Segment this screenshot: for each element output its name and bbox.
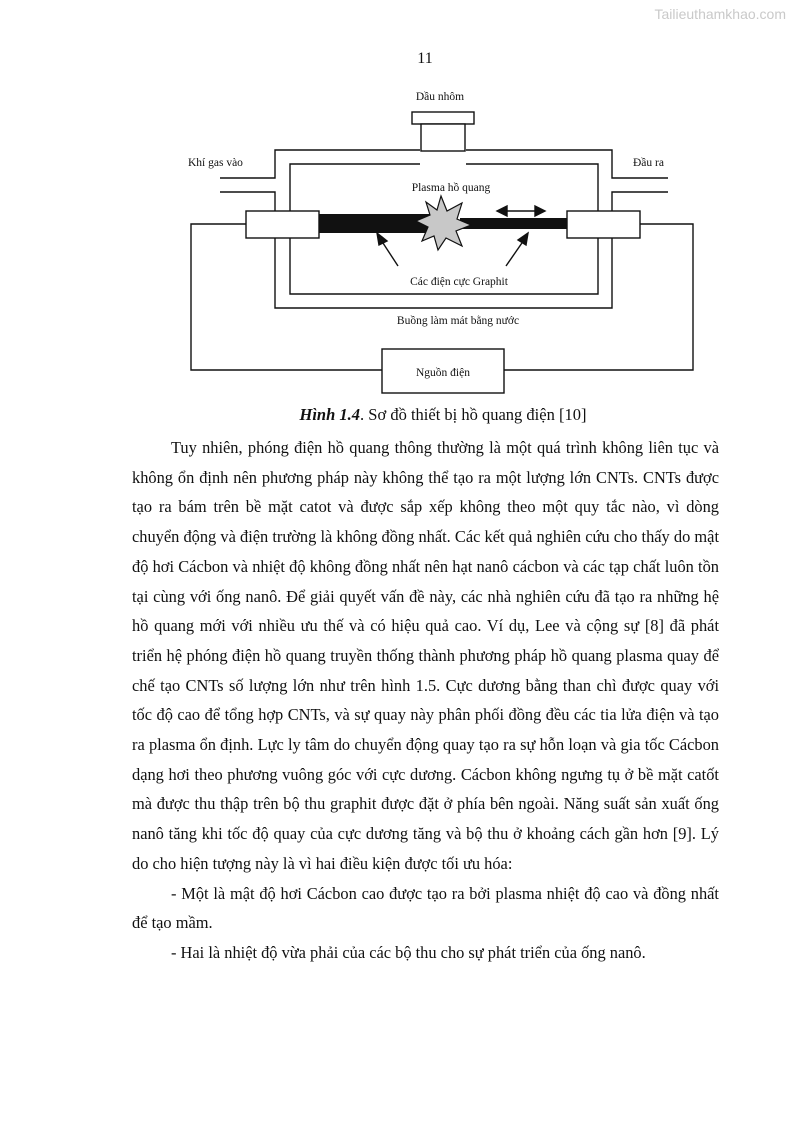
circuit-wire-left bbox=[191, 224, 382, 370]
paragraph-main: Tuy nhiên, phóng điện hồ quang thông thường là một quá trình không liên tục và không ổn định nên phương pháp này không thể tạo ra một lượng lớn CNTs. CNTs được tạo ra bám trên bề mặt catot và được sắp xếp không theo một quy tắc nào, vì dòng chuyển động và điện trường là không đồng nhất. Các kết quả nghiên cứu cho thấy do mật độ hơi Cácbon và nhiệt độ không đồng nhất nên hạt nanô cácbon và các tạp chất luôn tồn tại cùng với ống nanô. Để giải quyết vấn đề này, các nhà nghiên cứu đã tạo ra những hệ hồ quang mới với nhiều ưu thế và có hiệu quả cao. Ví dụ, Lee và cộng sự [8] đã phát triển hệ phóng điện hồ quang truyền thống thành phương pháp hồ quang plasma quay để chế tạo CNTs số lượng lớn như trên hình 1.5. Cực dương bằng than chì được quay với tốc độ cao để tổng hợp CNTs, và sự quay này phân phối đồng đều các tia lửa điện và tạo ra plasma ổn định. Lực ly tâm do chuyển động quay tạo ra sự hỗn loạn và gia tốc Cácbon dạng hơi theo phương vuông góc với cực dương. Cácbon không ngưng tụ ở bề mặt catốt mà được thu thập trên bộ thu graphit được đặt ở phía bên ngoài. Năng suất sản xuất ống nanô tăng khi tốc độ quay của cực dương tăng và bộ thu ở khoảng cách gần hơn [9]. Lý do cho hiện tượng này là vì hai điều kiện được tối ưu hóa: bbox=[132, 438, 719, 873]
electrode-holder-left bbox=[246, 211, 319, 238]
arc-discharge-diagram bbox=[0, 0, 794, 400]
paragraph-condition-1: - Một là mật độ hơi Cácbon cao được tạo ra bởi plasma nhiệt độ cao và đồng nhất để tạo mầm. bbox=[132, 883, 719, 933]
figure-caption-text: . Sơ đồ thiết bị hồ quang điện [10] bbox=[360, 405, 587, 424]
label-plasma: Plasma hồ quang bbox=[411, 182, 491, 194]
figure-caption-label: Hình 1.4 bbox=[299, 405, 361, 424]
label-power: Nguồn điện bbox=[416, 367, 470, 379]
graphite-electrode-right bbox=[460, 218, 567, 229]
watermark: Tailieuthamkhao.com bbox=[654, 6, 786, 22]
top-cap-flange bbox=[412, 112, 474, 124]
figure-caption bbox=[0, 405, 794, 425]
body-text bbox=[132, 433, 719, 968]
label-gas-in: Khí gas vào bbox=[188, 157, 243, 169]
paragraph-condition-2: - Hai là nhiệt độ vừa phải của các bộ thu cho sự phát triển của ống nanô. bbox=[171, 942, 646, 962]
top-cap bbox=[421, 124, 465, 151]
plasma-arc-spark bbox=[416, 196, 471, 250]
graphite-electrode-left bbox=[319, 214, 437, 233]
label-top-cap: Dầu nhôm bbox=[415, 91, 465, 103]
electrode-pointer-left bbox=[381, 240, 398, 266]
page-number: 11 bbox=[417, 50, 433, 67]
label-cooling: Buồng làm mát bằng nước bbox=[396, 315, 520, 327]
label-outlet: Đầu ra bbox=[633, 157, 664, 169]
electrode-holder-right bbox=[567, 211, 640, 238]
electrode-pointer-right bbox=[506, 240, 524, 266]
label-electrodes: Các điện cực Graphit bbox=[410, 276, 508, 288]
